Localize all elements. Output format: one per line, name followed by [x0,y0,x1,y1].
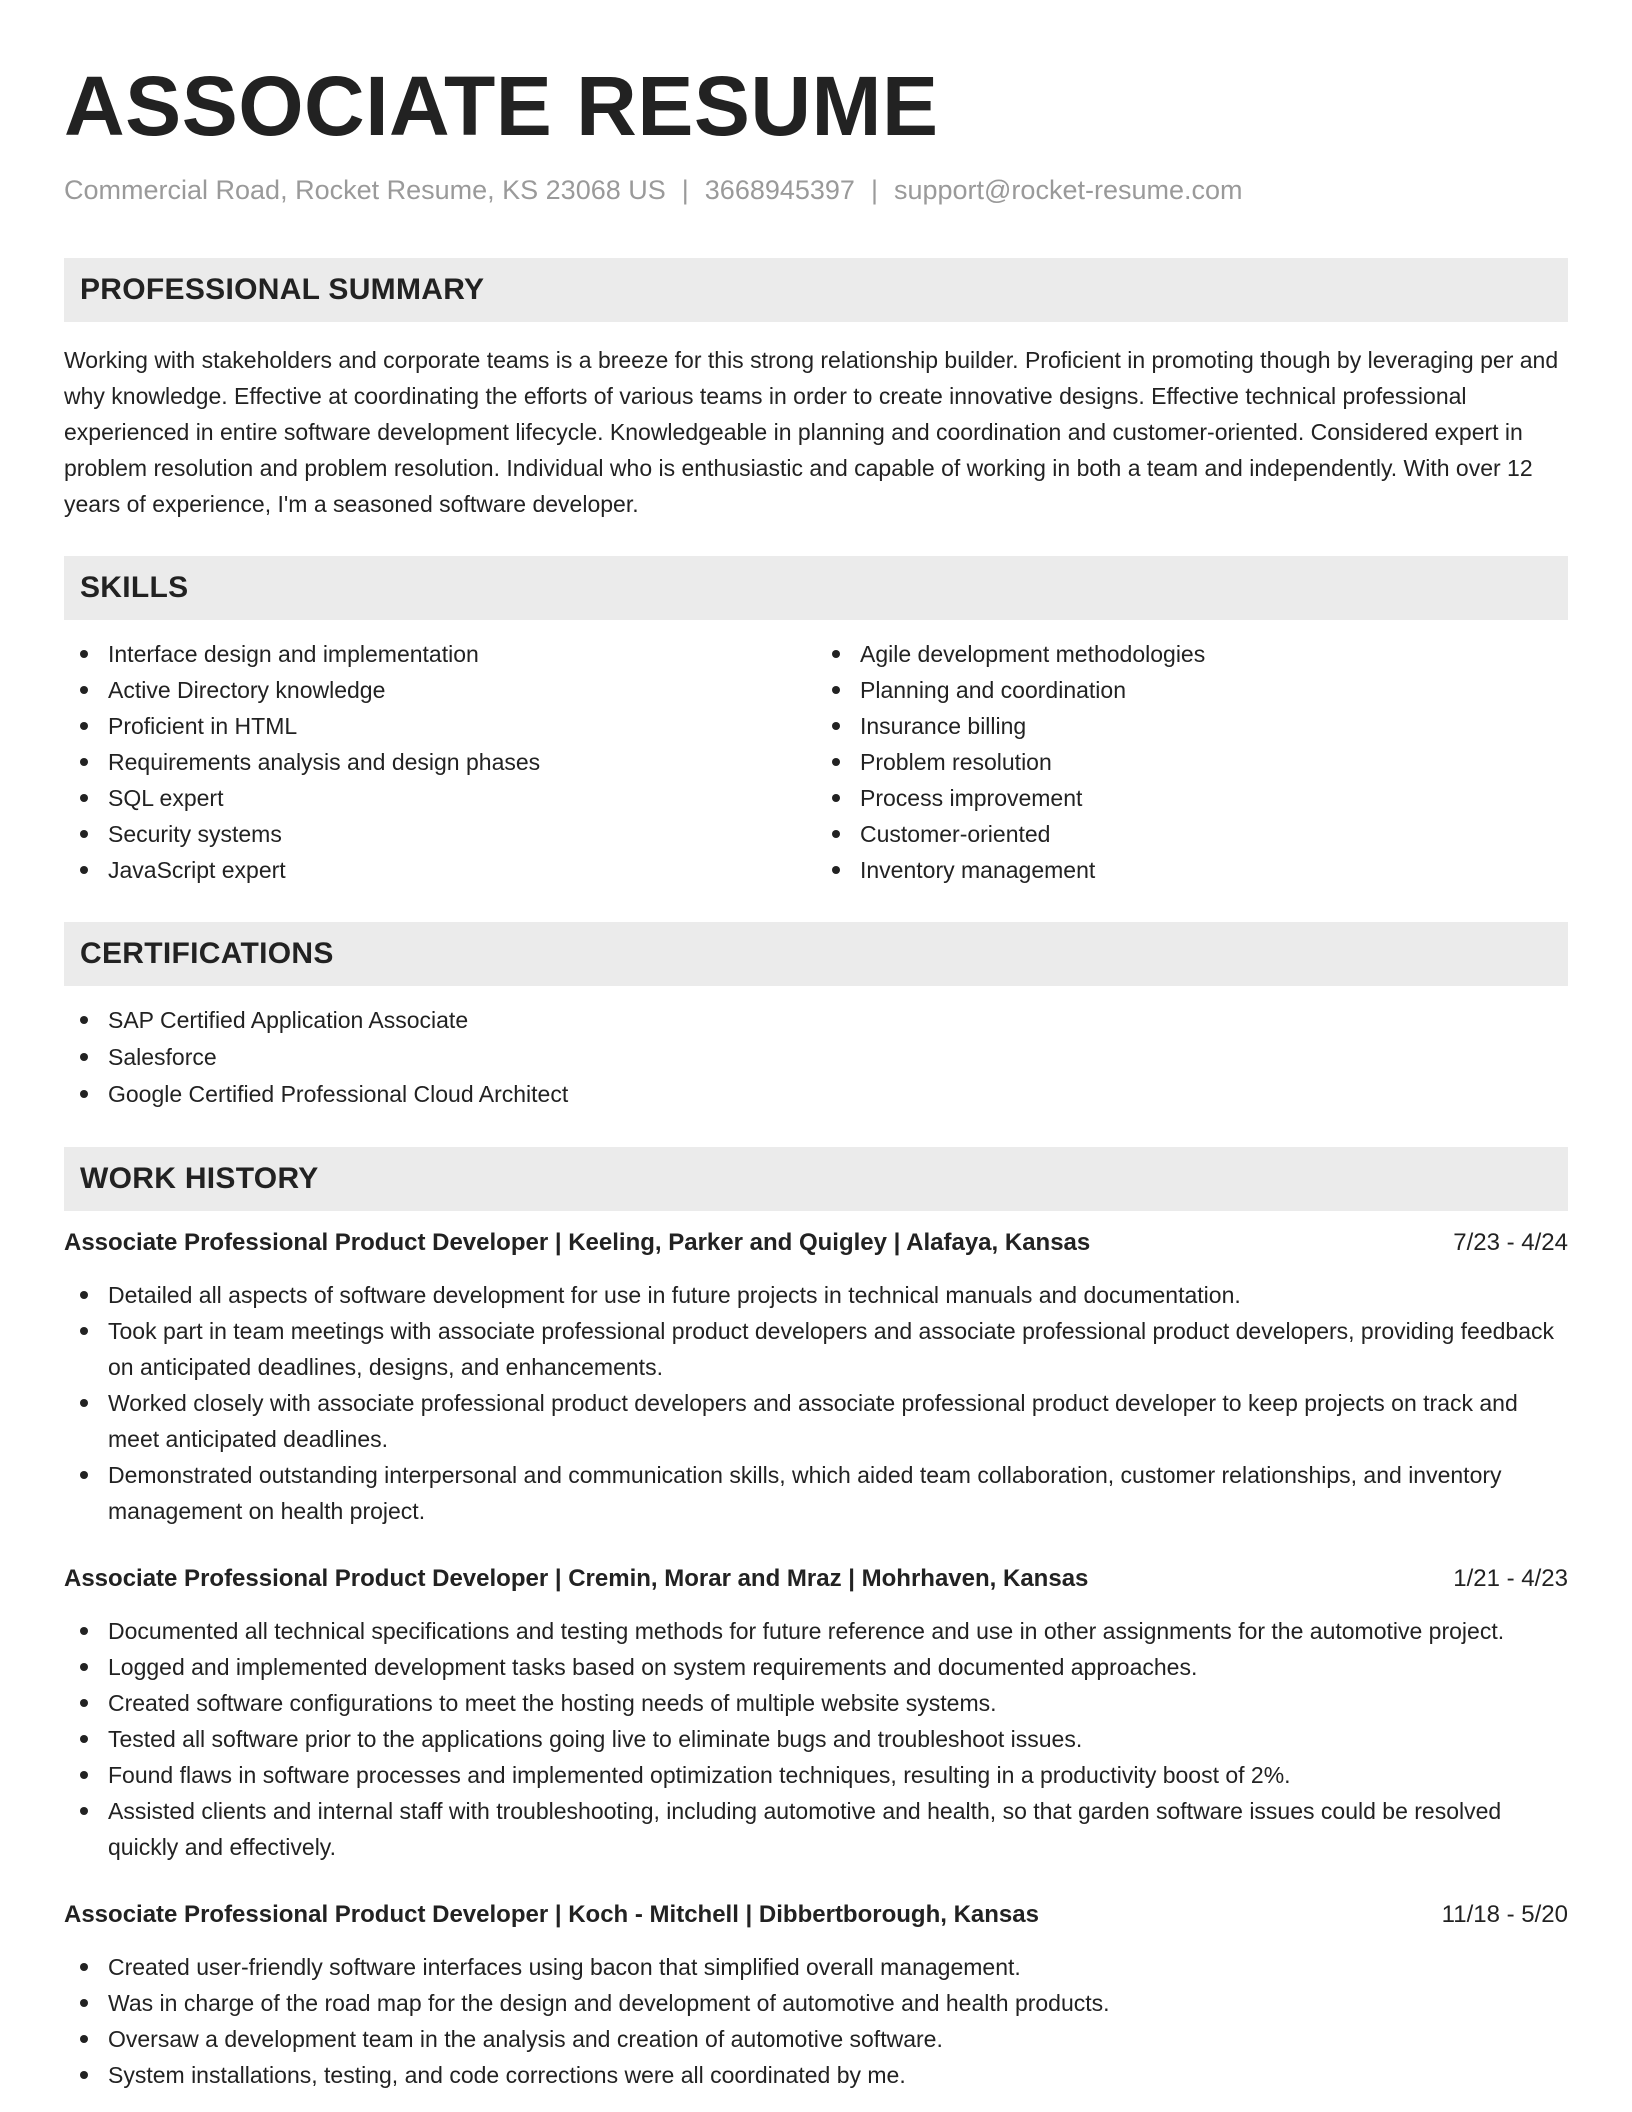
section-header-work-history: WORK HISTORY [64,1147,1568,1211]
resume-title: ASSOCIATE RESUME [64,59,939,153]
skills-list-left [64,636,816,888]
job-entry [64,1897,1568,2093]
job-bullet: Logged and implemented development tasks based on system requirements and documented approaches. [64,1649,1568,1685]
job-bullet: Created software configurations to meet the hosting needs of multiple website systems. [64,1685,1568,1721]
job-bullet: Was in charge of the road map for the design and development of automotive and health products. [64,1985,1568,2021]
job-bullet: Detailed all aspects of software development for use in future projects in technical manuals and documentation. [64,1277,1568,1313]
skill-item: Inventory management [816,852,1568,888]
skill-item: Insurance billing [816,708,1568,744]
job-dates: 1/21 - 4/23 [1453,1565,1568,1592]
job-entry [64,1561,1568,1865]
skill-item: Proficient in HTML [64,708,816,744]
skills-columns [64,636,1568,888]
job-bullet: Assisted clients and internal staff with troubleshooting, including automotive and health, so that garden software issues could be resolved quickly and effectively. [64,1793,1568,1865]
job-bullet: Documented all technical specifications and testing methods for future reference and use in other assignments for the automotive project. [64,1613,1568,1649]
email: support@rocket-resume.com [893,175,1243,205]
summary-text: Working with stakeholders and corporate teams is a breeze for this strong relationship builder. Proficient in promoting though by leveraging per and why knowledge. Effective at coordinating the efforts of various teams in order to create innovative designs. Effective technical professional experienced in entire software development lifecycle. Knowledgeable in planning and coordination and customer-oriented. Considered expert in problem resolution and problem resolution. Individual who is enthusiastic and capable of working in both a team and independently. With over 12 years of experience, I'm a seasoned software developer. [64,347,1559,517]
summary-section [64,258,1568,522]
skills-list-right [816,636,1568,888]
skill-item: Interface design and implementation [64,636,816,672]
skill-item: Process improvement [816,780,1568,816]
job-entry [64,1225,1568,1529]
job-title: Associate Professional Product Developer | Koch - Mitchell | Dibbertborough, Kansas [64,1901,1039,1928]
skill-item: Problem resolution [816,744,1568,780]
job-bullet: Took part in team meetings with associate professional product developers and associate professional product developers, providing feedback on anticipated deadlines, designs, and enhancements. [64,1313,1568,1385]
job-bullet: Worked closely with associate professional product developers and associate professional product developer to keep projects on track and meet anticipated deadlines. [64,1385,1568,1457]
job-header [64,1897,1568,1933]
job-bullet: Tested all software prior to the applications going live to eliminate bugs and troubleshoot issues. [64,1721,1568,1757]
job-header [64,1561,1568,1597]
phone: 3668945397 [704,175,855,205]
job-dates: 7/23 - 4/24 [1453,1229,1568,1256]
skills-section [64,556,1568,888]
section-header-certifications: CERTIFICATIONS [64,922,1568,986]
job-bullets [64,1949,1568,2093]
skill-item: Agile development methodologies [816,636,1568,672]
certification-item: Salesforce [64,1039,1568,1076]
skill-item: SQL expert [64,780,816,816]
contact-line [64,174,1568,206]
job-dates: 11/18 - 5/20 [1441,1901,1568,1928]
job-bullet: System installations, testing, and code corrections were all coordinated by me. [64,2057,1568,2093]
work-history-section [64,1147,1568,2093]
job-title: Associate Professional Product Developer | Keeling, Parker and Quigley | Alafaya, Kansas [64,1229,1091,1256]
skill-item: Planning and coordination [816,672,1568,708]
address: Commercial Road, Rocket Resume, KS 23068 US [64,175,666,205]
certifications-section [64,922,1568,1113]
certification-item: SAP Certified Application Associate [64,1002,1568,1039]
skill-item: Active Directory knowledge [64,672,816,708]
skill-item: Customer-oriented [816,816,1568,852]
certification-item: Google Certified Professional Cloud Architect [64,1076,1568,1113]
section-header-skills: SKILLS [64,556,1568,620]
job-bullet: Found flaws in software processes and implemented optimization techniques, resulting in a productivity boost of 2%. [64,1757,1568,1793]
job-bullet: Oversaw a development team in the analysis and creation of automotive software. [64,2021,1568,2057]
job-bullets [64,1613,1568,1865]
skill-item: JavaScript expert [64,852,816,888]
job-bullet: Demonstrated outstanding interpersonal and communication skills, which aided team collaboration, customer relationships, and inventory management on health project. [64,1457,1568,1529]
skill-item: Security systems [64,816,816,852]
job-bullet: Created user-friendly software interfaces using bacon that simplified overall management. [64,1949,1568,1985]
skill-item: Requirements analysis and design phases [64,744,816,780]
contact-separator: | [870,175,878,205]
certifications-list [64,1002,1568,1113]
job-bullets [64,1277,1568,1529]
job-title: Associate Professional Product Developer | Cremin, Morar and Mraz | Mohrhaven, Kansas [64,1565,1089,1592]
section-header-summary: PROFESSIONAL SUMMARY [64,258,1568,322]
contact-separator: | [681,175,689,205]
job-header [64,1225,1568,1261]
